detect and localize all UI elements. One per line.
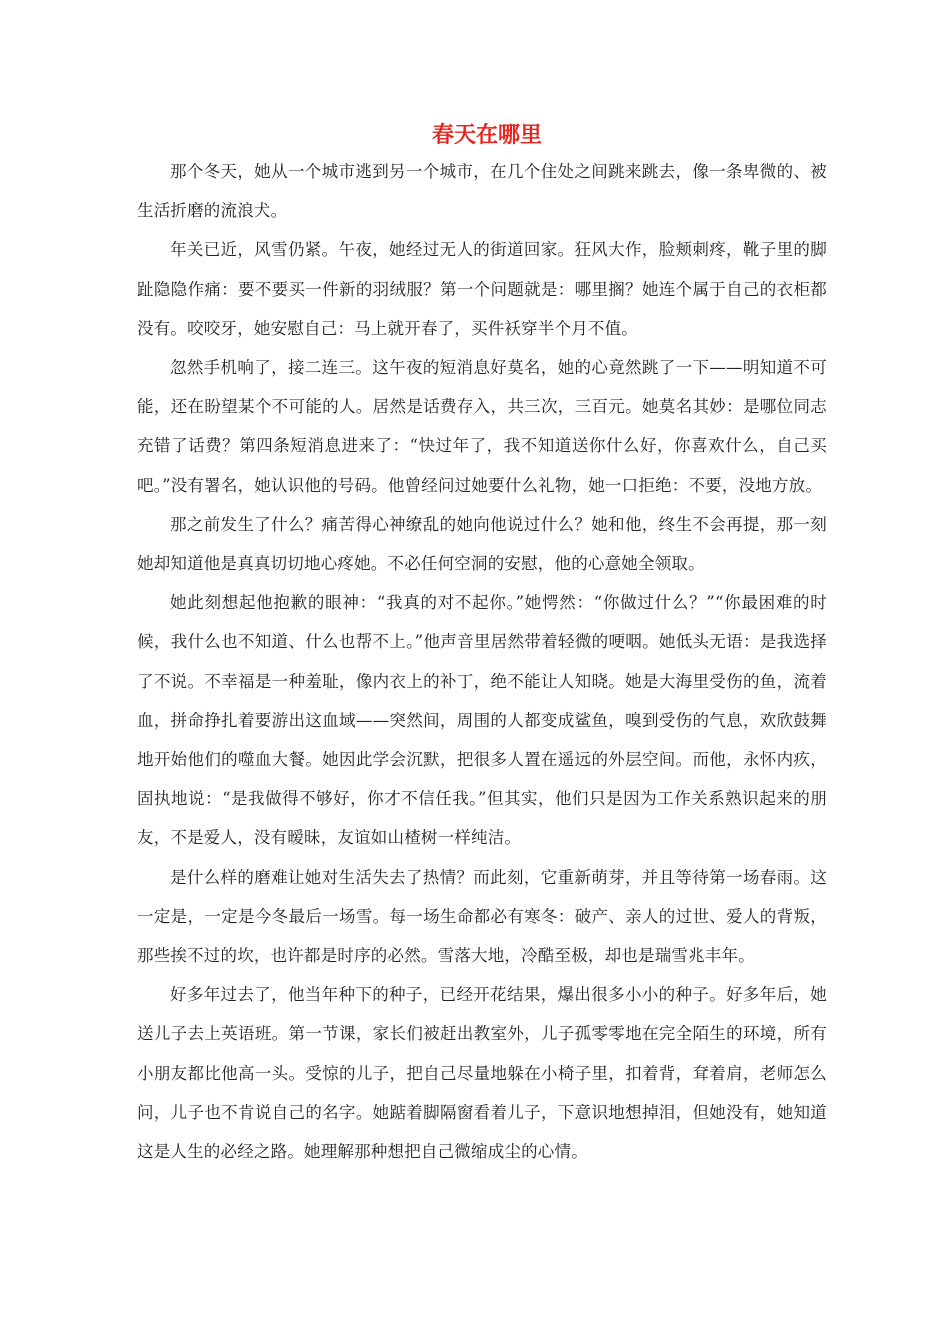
paragraph-7: 好多年过去了，他当年种下的种子，已经开花结果，爆出很多小小的种子。好多年后，她送儿子去上英语班。第一节课，家长们被赶出教室外，儿子孤零零地在完全陌生的环境，所有小朋友都比他高一头。受惊的儿子，把自己尽量地躲在小椅子里，扣着背，耷着肩，老师怎么问，儿子也不肯说自己的名字。她踮着脚隔窗看着儿子，下意识地想掉泪，但她没有，她知道这是人生的必经之路。她理解那种想把自己微缩成尘的心情。 xyxy=(137,985,827,1162)
paragraph-4: 那之前发生了什么？痛苦得心神缭乱的她向他说过什么？她和他，终生不会再提，那一刻她却知道他是真真切切地心疼她。不必任何空洞的安慰，他的心意她全领取。 xyxy=(137,514,827,574)
paragraph-1: 那个冬天，她从一个城市逃到另一个城市，在几个住处之间跳来跳去，像一条卑微的、被生活折磨的流浪犬。 xyxy=(137,162,827,221)
paragraph-2: 年关已近，风雪仍紧。午夜，她经过无人的街道回家。狂风大作，脸颊刺疼，靴子里的脚趾隐隐作痛：要不要买一件新的羽绒服？第一个问题就是：哪里搁？她连个属于自己的衣柜都没有。咬咬牙，她安慰自己：马上就开春了，买件袄穿半个月不值。 xyxy=(137,240,827,338)
document-title: 春天在哪里 xyxy=(431,122,542,148)
paragraph-3: 忽然手机响了，接二连三。这午夜的短消息好莫名，她的心竟然跳了一下——明知道不可能，还在盼望某个不可能的人。居然是话费存入，共三次，三百元。她莫名其妙：是哪位同志充错了话费？第四条短消息进来了：“快过年了，我不知道送你什么好，你喜欢什么，自己买吧。”没有署名，她认识他的号码。他曾经问过她要什么礼物，她一口拒绝：不要，没地方放。 xyxy=(137,358,827,495)
document-page xyxy=(137,118,827,1171)
paragraph-5: 她此刻想起他抱歉的眼神：“我真的对不起你。”她愕然：“你做过什么？”“你最困难的时候，我什么也不知道、什么也帮不上。”他声音里居然带着轻微的哽咽。她低头无语：是我选择了不说。不幸福是一种羞耻，像内衣上的补丁，绝不能让人知晓。她是大海里受伤的鱼，流着血，拼命挣扎着要游出这血域——突然间，周围的人都变成鲨鱼，嗅到受伤的气息，欢欣鼓舞地开始他们的噬血大餐。她因此学会沉默，把很多人置在遥远的外层空间。而他，永怀内疚，固执地说：“是我做得不够好，你才不信任我。”但其实，他们只是因为工作关系熟识起来的朋友，不是爱人，没有暧昧，友谊如山楂树一样纯洁。 xyxy=(137,593,827,848)
paragraph-6: 是什么样的磨难让她对生活失去了热情？而此刻，它重新萌芽，并且等待第一场春雨。这一定是，一定是今冬最后一场雪。每一场生命都必有寒冬：破产、亲人的过世、爱人的背叛，那些挨不过的坎，也许都是时序的必然。雪落大地，冷酷至极，却也是瑞雪兆丰年。 xyxy=(137,867,827,966)
